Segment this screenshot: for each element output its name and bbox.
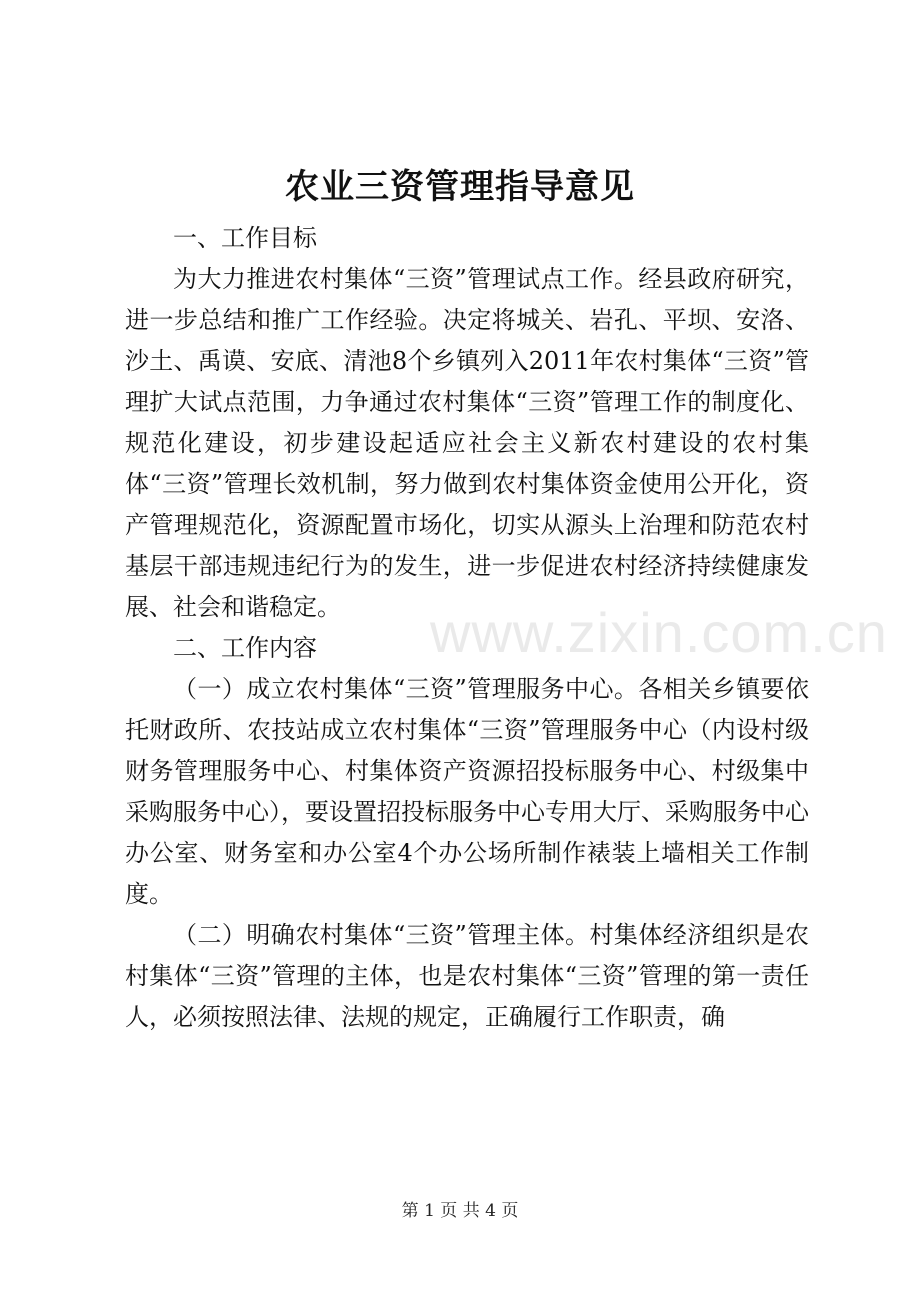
document-title: 农业三资管理指导意见	[285, 167, 635, 207]
paragraph-management-subject: （二）明确农村集体“三资”管理主体。村集体经济组织是农村集体“三资”管理的主体，也是农村集体“三资”管理的第一责任人，必须按照法律、法规的规定，正确履行工作职责，确	[125, 921, 809, 1031]
paragraph-goals: 为大力推进农村集体“三资”管理试点工作。经县政府研究，进一步总结和推广工作经验。决定将城关、岩孔、平坝、安洛、沙土、禹谟、安底、清池8个乡镇列入2011年农村集体“三资”管理扩大试点范围，力争通过农村集体“三资”管理工作的制度化、规范化建设，初步建设起适应社会主义新农村建设的农村集体“三资”管理长效机制，努力做到农村集体资金使用公开化，资产管理规范化，资源配置市场化，切实从源头上治理和防范农村基层干部违规违纪行为的发生，进一步促进农村经济持续健康发展、社会和谐稳定。	[125, 265, 809, 621]
document-body	[125, 218, 809, 1038]
page-footer: 第 1 页 共 4 页	[401, 1201, 519, 1221]
section-heading-goals: 一、工作目标	[173, 224, 317, 252]
watermark: www.zixin.com.cn	[430, 601, 888, 664]
section-heading-content: 二、工作内容	[173, 634, 317, 662]
paragraph-service-center: （一）成立农村集体“三资”管理服务中心。各相关乡镇要依托财政所、农技站成立农村集体“三资”管理服务中心（内设村级财务管理服务中心、村集体资产资源招投标服务中心、村级集中采购服务中心），要设置招投标服务中心专用大厅、采购服务中心办公室、财务室和办公室4个办公场所制作裱装上墙相关工作制度。	[125, 675, 809, 908]
